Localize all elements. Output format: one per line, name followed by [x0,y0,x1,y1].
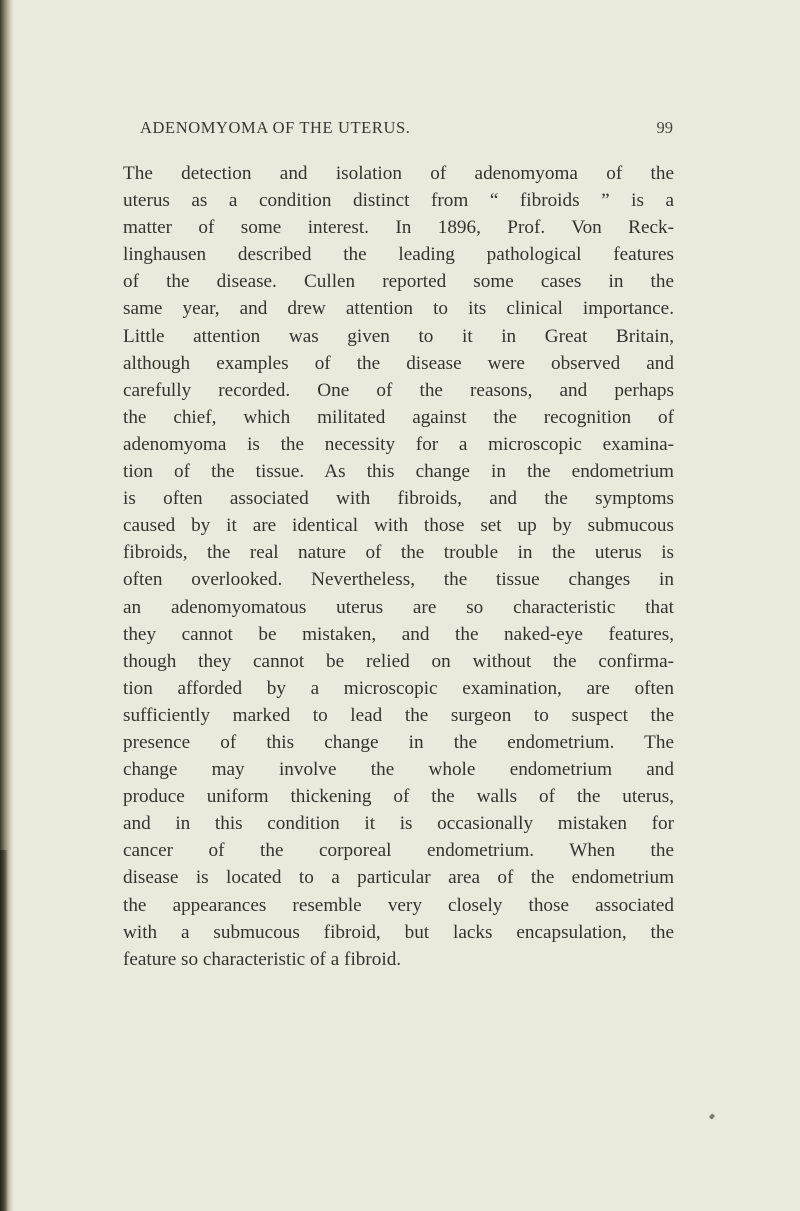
text-line: often overlooked. Nevertheless, the tissue changes in [123,569,674,591]
text-line: tion of the tissue. As this change in the endometrium [123,461,674,483]
text-line: presence of this change in the endometrium. The [123,731,674,753]
text-line: the chief, which militated against the recognition of [123,406,674,428]
text-line: change may involve the whole endometrium and [123,759,674,781]
print-speck [709,1113,715,1119]
text-line: carefully recorded. One of the reasons, and perhaps [123,379,674,401]
text-line: adenomyoma is the necessity for a microscopic examina- [123,433,674,455]
text-line: matter of some interest. In 1896, Prof. Von Reck- [123,217,674,239]
text-line: with a submucous fibroid, but lacks encapsulation, the [123,921,674,943]
text-line: Little attention was given to it in Great Britain, [123,325,674,347]
text-line: they cannot be mistaken, and the naked-eye features, [123,623,674,645]
text-line: of the disease. Cullen reported some cases in the [123,271,674,293]
text-line: linghausen described the leading pathological features [123,244,674,266]
text-line: an adenomyomatous uterus are so characteristic that [123,596,674,618]
text-line: disease is located to a particular area of the endometrium [123,867,674,889]
running-head [140,118,673,146]
text-line: and in this condition it is occasionally mistaken for [123,813,674,835]
page-number: 99 [656,118,673,137]
text-line: the appearances resemble very closely those associated [123,894,674,916]
binding-gutter-shadow-lower [0,850,8,1211]
text-line: although examples of the disease were observed and [123,352,674,374]
text-line: uterus as a condition distinct from “ fibroids ” is a [123,190,674,212]
text-line: is often associated with fibroids, and the symptoms [123,488,674,510]
text-line: tion afforded by a microscopic examination, are often [123,677,674,699]
text-line: cancer of the corporeal endometrium. When the [123,840,674,862]
text-line: sufficiently marked to lead the surgeon to suspect the [123,704,674,726]
text-line: caused by it are identical with those set up by submucous [123,515,674,537]
text-line: though they cannot be relied on without the confirma- [123,650,674,672]
text-line: produce uniform thickening of the walls of the uterus, [123,786,674,808]
text-line-last: feature so characteristic of a fibroid. [123,948,402,970]
text-line: fibroids, the real nature of the trouble in the uterus is [123,542,674,564]
body-paragraph [123,160,674,973]
running-title: ADENOMYOMA OF THE UTERUS. [140,118,411,137]
text-line: same year, and drew attention to its clinical importance. [123,298,674,320]
text-line: The detection and isolation of adenomyoma of the [123,163,674,184]
